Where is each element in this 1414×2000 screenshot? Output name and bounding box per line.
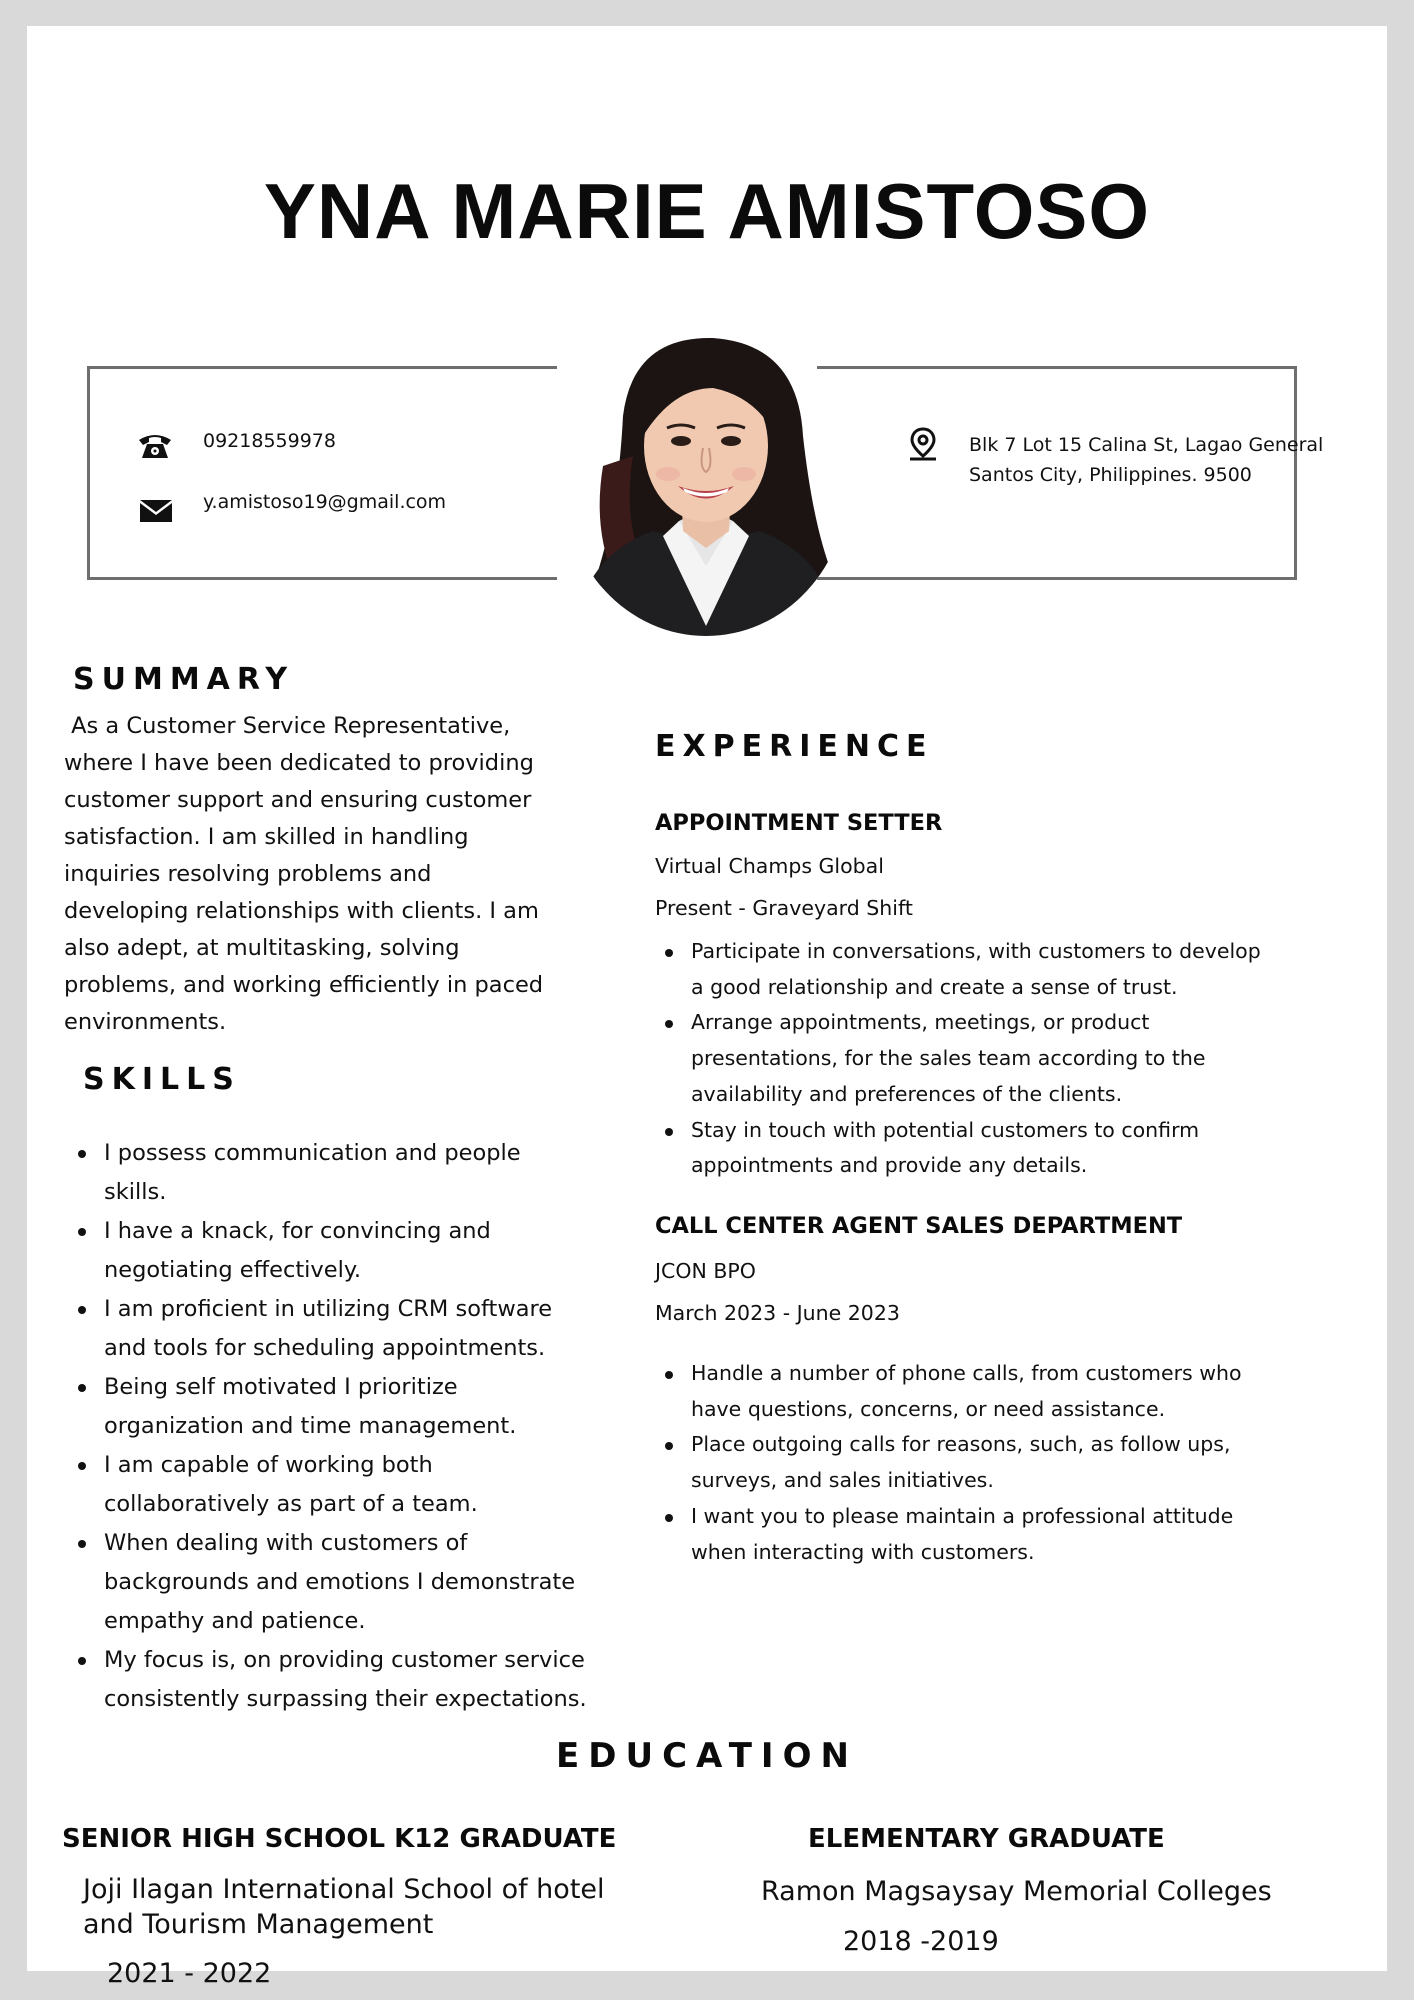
experience-heading: EXPERIENCE — [655, 729, 934, 764]
education-heading: EDUCATION — [556, 1736, 858, 1776]
skills-list — [64, 1134, 684, 1719]
job-period: Present - Graveyard Shift — [655, 896, 913, 920]
education-years: 2021 - 2022 — [107, 1958, 272, 1989]
list-item: I have a knack, for convincing and negotiating effectively. — [104, 1212, 684, 1290]
summary-line: also adept, at multitasking, solving — [64, 935, 460, 961]
summary-line: satisfaction. I am skilled in handling — [64, 824, 469, 850]
summary-line: problems, and working efficiently in paced — [64, 972, 544, 998]
summary-text — [64, 708, 624, 1041]
mail-icon — [138, 492, 174, 528]
address — [969, 430, 1323, 490]
candidate-name: YNA MARIE AMISTOSO — [263, 167, 1151, 255]
job-bullets — [651, 934, 1391, 1184]
job-company: Virtual Champs Global — [655, 854, 884, 878]
education-years: 2018 -2019 — [843, 1926, 999, 1957]
list-item: My focus is, on providing customer service consistently surpassing their expectations. — [104, 1641, 684, 1719]
job-title: APPOINTMENT SETTER — [655, 810, 943, 836]
job-company: JCON BPO — [655, 1259, 756, 1283]
email-address[interactable]: y.amistoso19@gmail.com — [203, 491, 447, 513]
profile-photo — [563, 326, 849, 636]
address-line-1: Blk 7 Lot 15 Calina St, Lagao General — [969, 434, 1324, 456]
resume-page — [27, 26, 1387, 1989]
summary-heading: SUMMARY — [73, 662, 295, 697]
list-item: I am proficient in utilizing CRM software and tools for scheduling appointments. — [104, 1290, 684, 1368]
phone-number[interactable]: 09218559978 — [203, 430, 336, 452]
education-title: ELEMENTARY GRADUATE — [808, 1824, 1165, 1854]
summary-line: where I have been dedicated to providing — [64, 750, 534, 776]
profile-photo-illustration — [563, 326, 849, 636]
job-title: CALL CENTER AGENT SALES DEPARTMENT — [655, 1213, 1183, 1239]
location-pin-icon — [905, 426, 941, 462]
list-item: Being self motivated I prioritize organization and time management. — [104, 1368, 684, 1446]
phone-icon — [137, 428, 173, 464]
summary-line: developing relationships with clients. I am — [64, 898, 539, 924]
list-item: I want you to please maintain a professional attitude when interacting with customers. — [691, 1499, 1391, 1570]
education-school: Ramon Magsaysay Memorial Colleges — [761, 1876, 1272, 1907]
summary-line: environments. — [64, 1009, 227, 1035]
job-period: March 2023 - June 2023 — [655, 1301, 900, 1325]
list-item: Stay in touch with potential customers to confirm appointments and provide any details. — [691, 1113, 1391, 1184]
skills-heading: SKILLS — [83, 1062, 241, 1097]
summary-line: inquiries resolving problems and — [64, 861, 432, 887]
summary-line: As a Customer Service Representative, — [64, 713, 511, 739]
job-bullets — [651, 1356, 1391, 1570]
list-item: When dealing with customers of backgrounds and emotions I demonstrate empathy and patience. — [104, 1524, 684, 1641]
address-line-2: Santos City, Philippines. 9500 — [969, 464, 1252, 486]
education-title: SENIOR HIGH SCHOOL K12 GRADUATE — [62, 1824, 617, 1854]
list-item: I am capable of working both collaboratively as part of a team. — [104, 1446, 684, 1524]
list-item: Place outgoing calls for reasons, such, as follow ups, surveys, and sales initiatives. — [691, 1427, 1391, 1498]
summary-line: customer support and ensuring customer — [64, 787, 532, 813]
contact-box-left — [87, 366, 557, 580]
list-item: I possess communication and people skills. — [104, 1134, 684, 1212]
list-item: Handle a number of phone calls, from customers who have questions, concerns, or need assistance. — [691, 1356, 1391, 1427]
list-item: Arrange appointments, meetings, or product presentations, for the sales team according to the availability and preferences of the clients. — [691, 1005, 1391, 1112]
list-item: Participate in conversations, with customers to develop a good relationship and create a sense of trust. — [691, 934, 1391, 1005]
education-school: Joji Ilagan International School of hotel and Tourism Management — [83, 1874, 605, 1940]
